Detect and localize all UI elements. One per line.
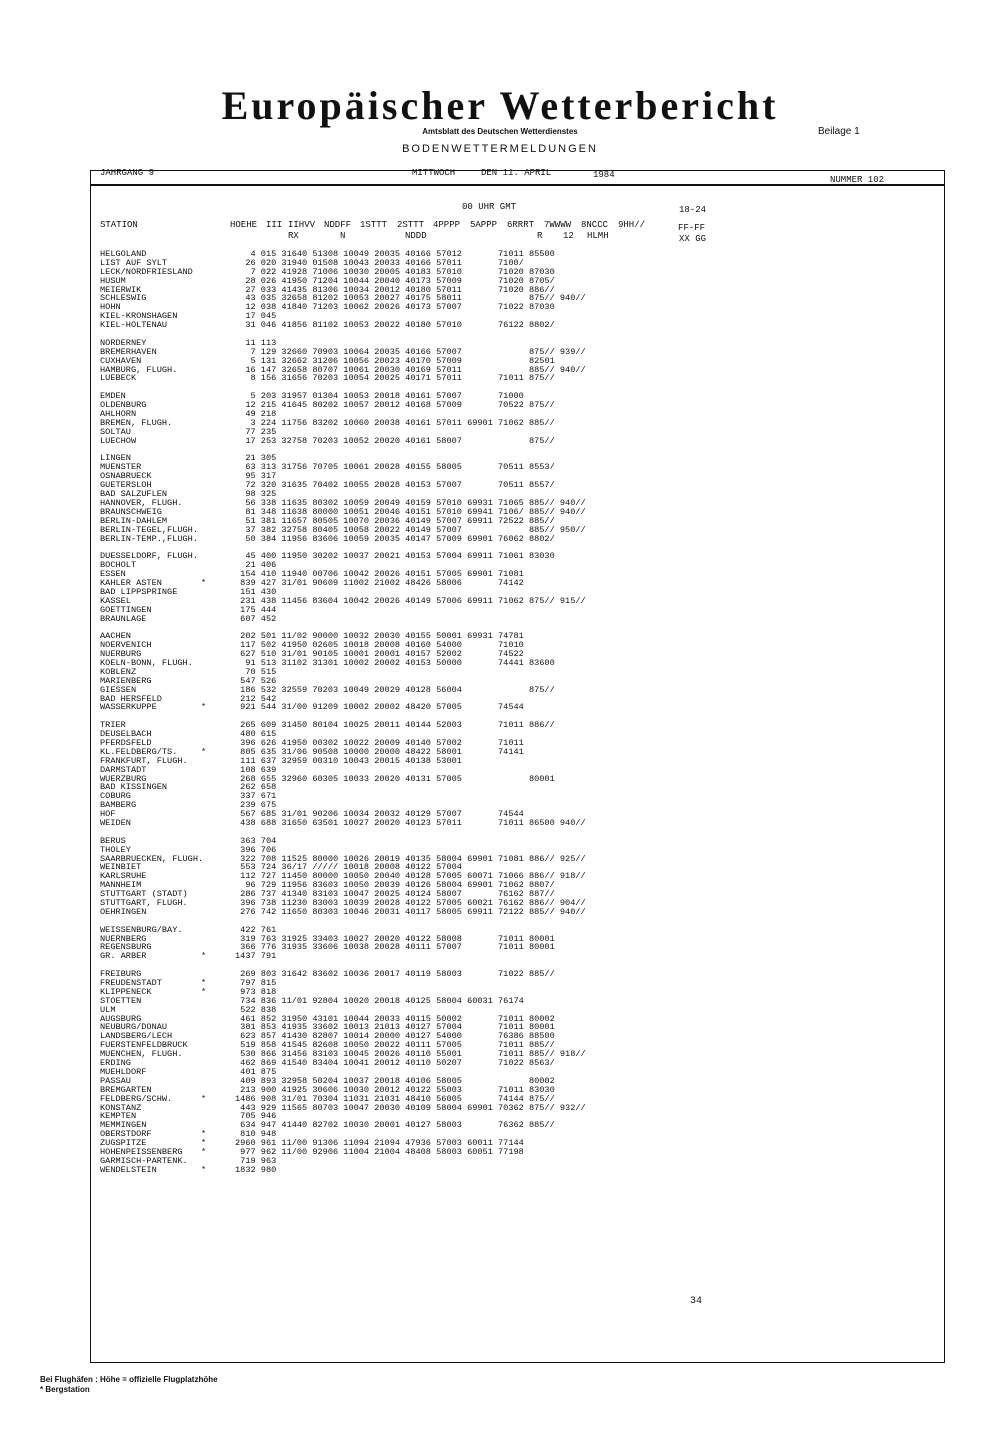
station-name: HAMBURG, FLUGH. <box>100 364 178 375</box>
station-name: GIESSEN <box>100 684 137 695</box>
station-values: 337 671 <box>235 791 277 802</box>
station-name: HELGOLAND <box>100 249 147 259</box>
station-name: FELDBERG/SCHW. * <box>100 1095 172 1104</box>
station-values: 2960 961 11/00 91306 11094 21094 47936 57003 60011 77144 <box>235 1138 524 1149</box>
col-rx: RX <box>288 231 299 241</box>
date-label: DEN 11. APRIL <box>481 168 552 178</box>
station-name: LUECHOW <box>100 435 137 446</box>
station-name: KL.FELDBERG/TS. * <box>100 748 177 757</box>
station-values: 186 532 32559 70203 10049 20029 40128 56004 875// <box>235 684 555 695</box>
station-name: LIST AUF SYLT <box>100 257 168 268</box>
col-station: STATION <box>100 220 138 230</box>
station-name: GARMISCH-PARTENK. <box>100 1155 188 1166</box>
station-name: LANDSBERG/LECH <box>100 1031 173 1042</box>
station-name: STOETTEN <box>100 995 142 1006</box>
station-values: 3 224 11756 83202 10060 20038 40161 57011 69901 71062 885// <box>235 417 555 428</box>
station-values: 443 929 11565 80703 10047 20030 40109 58004 69901 70362 875// 932// <box>235 1102 586 1113</box>
station-name: GOETTINGEN <box>100 604 152 615</box>
report-subtitle: Amtsblatt des Deutschen Wetterdienstes <box>422 127 578 136</box>
group-spacer <box>100 917 700 926</box>
station-values: 50 384 11956 83606 10059 20035 40147 57009 69901 76062 8802/ <box>235 533 555 544</box>
station-values: 202 501 11/02 90000 10032 20030 40155 50001 69931 74781 <box>235 631 524 642</box>
station-values: 522 838 <box>235 1004 277 1015</box>
station-values: 12 038 41840 71203 10062 20026 40173 57007 71022 87030 <box>235 302 555 313</box>
station-name: MUEHLDORF <box>100 1066 147 1077</box>
station-name: HOF <box>100 809 116 820</box>
station-name: KEMPTEN <box>100 1111 137 1122</box>
table-row <box>100 703 700 712</box>
station-values: 91 513 31102 31301 10002 20002 40153 50000 74441 83600 <box>235 657 555 668</box>
station-values: 409 893 32958 50204 10037 20018 40106 58005 80002 <box>235 1075 555 1086</box>
station-values: 265 609 31450 80104 10025 20011 40144 52003 71011 886// <box>235 720 555 731</box>
table-row <box>100 659 700 668</box>
group-spacer <box>100 828 700 837</box>
col-nddff: NDDFF <box>324 220 352 230</box>
station-values: 231 438 11456 83604 10042 20026 40149 57006 69911 71062 875// 915// <box>235 595 586 606</box>
table-row <box>100 1157 700 1166</box>
station-name: NOERVENICH <box>100 640 152 651</box>
col-4pppp: 4PPPP <box>433 220 461 230</box>
station-values: 286 737 41340 83103 10047 20025 40124 58007 76162 887// <box>235 889 555 900</box>
station-name: KONSTANZ <box>100 1102 142 1113</box>
station-name: KOELN-BONN, FLUGH. <box>100 657 193 668</box>
station-name: WEINBIET <box>100 862 142 873</box>
table-row <box>100 970 700 979</box>
group-spacer <box>100 446 700 455</box>
station-values: 5 131 32662 31206 10056 20023 40170 57009 82501 <box>235 355 555 366</box>
station-values: 12 215 41645 80202 10057 20012 40168 57009 70522 875// <box>235 400 555 411</box>
header-rule <box>90 184 945 186</box>
station-name: WASSERKUPPE * <box>100 703 157 712</box>
footnote-mountain-station: * Bergstation <box>40 1385 90 1394</box>
station-values: 4 015 31640 51308 10049 20035 40166 57012 71011 85500 <box>235 249 555 259</box>
station-name: KOBLENZ <box>100 666 137 677</box>
station-name: NUERBURG <box>100 649 142 660</box>
station-values: 268 655 32960 60305 10033 20020 40131 57005 80001 <box>235 773 555 784</box>
station-name: SAARBRUECKEN, FLUGH. <box>100 853 204 864</box>
station-name: PASSAU <box>100 1075 131 1086</box>
station-name: SCHLESWIG <box>100 293 147 304</box>
station-name: MUENSTER <box>100 462 142 473</box>
station-name: KIEL-HOLTENAU <box>100 320 168 331</box>
station-name: ULM <box>100 1004 116 1015</box>
station-name: HOHENPEISSENBERG * <box>100 1148 183 1157</box>
group-spacer <box>100 330 700 339</box>
station-name: BAD LIPPSPRINGE <box>100 586 178 597</box>
table-row <box>100 579 700 588</box>
station-values: 51 381 11657 80505 10070 20036 40149 57007 69911 72522 885// <box>235 515 555 526</box>
station-values: 734 836 11/01 92804 10020 20018 40125 58004 60031 76174 <box>235 995 524 1006</box>
station-values: 108 639 <box>235 764 277 775</box>
station-values: 98 325 <box>235 489 277 500</box>
table-row <box>100 1121 700 1130</box>
station-values: 96 729 11956 83603 10050 20039 40126 58004 69901 71062 8807/ <box>235 880 555 891</box>
col-ff-ff: FF-FF <box>678 223 706 233</box>
supplement-label: Beilage 1 <box>818 126 860 137</box>
table-row <box>100 686 700 695</box>
station-name: TRIER <box>100 720 126 731</box>
table-row <box>100 1104 700 1113</box>
station-name: BOCHOLT <box>100 560 137 571</box>
table-row <box>100 979 700 988</box>
year-label: 1984 <box>593 170 615 180</box>
station-name: BREMERHAVEN <box>100 346 157 357</box>
station-values: 70 515 <box>235 666 277 677</box>
station-values: 63 313 31756 70705 10061 20028 40155 58005 70511 8553/ <box>235 462 555 473</box>
station-values: 17 045 <box>235 311 277 322</box>
col-1sttt: 1STTT <box>360 220 388 230</box>
station-name: KAHLER ASTEN * <box>100 579 162 588</box>
station-values: 634 947 41440 82702 10030 20001 40127 58003 76362 885// <box>235 1120 555 1131</box>
range-label: 18-24 <box>679 205 707 215</box>
station-name: WUERZBURG <box>100 773 147 784</box>
station-name: KASSEL <box>100 595 131 606</box>
time-label: 00 UHR GMT <box>462 202 517 212</box>
station-name: BERLIN-DAHLEM <box>100 515 168 526</box>
footnote-airports: Bei Flughäfen : Höhe = offizielle Flugplatzhöhe <box>40 1375 218 1384</box>
col-2sttt: 2STTT <box>397 220 425 230</box>
footnotes <box>40 1375 218 1395</box>
station-values: 37 382 32758 80405 10058 20022 40149 57007 885// 950// <box>235 524 586 535</box>
station-name: HUSUM <box>100 275 126 286</box>
table-row <box>100 721 700 730</box>
station-values: 396 626 41950 00302 10022 20009 40140 57002 71011 <box>235 737 524 748</box>
station-name: WENDELSTEIN * <box>100 1166 157 1175</box>
station-values: 175 444 <box>235 604 277 615</box>
station-values: 56 338 11635 80302 10059 20049 40159 57010 69931 71065 885// 940// <box>235 497 586 508</box>
station-name: FREUDENSTADT * <box>100 979 162 988</box>
station-name: AHLHORN <box>100 409 137 420</box>
col-hoehe: HOEHE <box>230 220 258 230</box>
station-values: 1437 791 <box>235 951 277 962</box>
station-values: 805 635 31/06 90508 10000 20000 48422 58001 74141 <box>235 746 524 757</box>
station-values: 623 857 41430 82807 10014 20000 40127 54000 76386 88500 <box>235 1031 555 1042</box>
station-values: 212 542 <box>235 693 277 704</box>
col-iihvv: IIHVV <box>288 220 316 230</box>
col-nddd: NDDD <box>405 231 427 241</box>
station-values: 21 406 <box>235 560 277 571</box>
station-name: BRAUNLAGE <box>100 613 147 624</box>
station-name: BRAUNSCHWEIG <box>100 506 162 517</box>
col-12: 12 <box>563 231 574 241</box>
station-name: DEUSELBACH <box>100 729 152 740</box>
station-name: SOLTAU <box>100 426 131 437</box>
station-name: WEISSENBURG/BAY. <box>100 924 183 935</box>
table-row <box>100 997 700 1006</box>
col-iii: III <box>266 220 283 230</box>
station-values: 45 400 11950 30202 10037 20021 40153 57004 69911 71061 83030 <box>235 551 555 562</box>
station-values: 8 156 31656 70203 10054 20025 40171 57011 71011 875// <box>235 373 555 384</box>
station-values: 1486 908 31/01 70304 11031 21031 48410 56005 74144 875// <box>235 1093 555 1104</box>
station-values: 396 738 11230 83003 10039 20028 40122 57005 60021 76162 886// 904// <box>235 898 586 909</box>
station-values: 381 853 41935 33602 10013 21013 40127 57004 71011 80001 <box>235 1022 555 1033</box>
table-row <box>100 615 700 624</box>
station-values: 239 675 <box>235 800 277 811</box>
table-row <box>100 321 700 330</box>
table-row <box>100 419 700 428</box>
station-values: 21 305 <box>235 453 277 464</box>
station-values: 5 203 31957 01304 10053 20018 40161 57007 71000 <box>235 391 524 402</box>
table-row <box>100 401 700 410</box>
station-values: 111 637 32959 00310 10043 20015 40138 53001 <box>235 755 462 766</box>
table-row <box>100 952 700 961</box>
table-row <box>100 535 700 544</box>
station-name: AUGSBURG <box>100 1013 142 1024</box>
station-name: DARMSTADT <box>100 764 147 775</box>
station-values: 11 113 <box>235 337 277 348</box>
station-values: 49 218 <box>235 409 277 420</box>
col-9hh: 9HH// <box>618 220 646 230</box>
station-name: COBURG <box>100 791 131 802</box>
station-values: 396 706 <box>235 844 277 855</box>
station-values: 567 685 31/01 90206 10034 20032 40129 57007 74544 <box>235 809 524 820</box>
table-row <box>100 908 700 917</box>
station-values: 553 724 36/17 ///// 10018 20008 40122 57004 <box>235 862 462 873</box>
station-name: KLIPPENECK * <box>100 988 152 997</box>
table-row <box>100 943 700 952</box>
station-name: CUXHAVEN <box>100 355 142 366</box>
page-number: 34 <box>690 1296 703 1307</box>
weekday-label: MITTWOCH <box>412 168 456 178</box>
station-name: BREMEN, FLUGH. <box>100 417 173 428</box>
col-xx-gg: XX GG <box>679 234 707 244</box>
station-values: 607 452 <box>235 613 277 624</box>
station-values: 839 427 31/01 90609 11002 21002 48426 58006 74142 <box>235 577 524 588</box>
col-5appp: 5APPP <box>470 220 498 230</box>
station-name: BERLIN-TEGEL,FLUGH. <box>100 524 198 535</box>
col-7wwww: 7WWWW <box>544 220 572 230</box>
station-values: 112 727 11450 80000 10050 20040 40128 57005 60071 71066 886// 918// <box>235 871 586 882</box>
station-name: THOLEY <box>100 844 131 855</box>
station-values: 1832 980 <box>235 1164 277 1175</box>
table-row <box>100 837 700 846</box>
station-values: 438 688 31650 63501 10027 20020 40123 57011 71011 86500 940// <box>235 818 586 828</box>
station-name: BAD KISSINGEN <box>100 782 168 793</box>
station-name: AACHEN <box>100 631 131 642</box>
station-values: 810 948 <box>235 1129 277 1140</box>
station-values: 921 544 31/00 91209 10002 20002 48420 57005 74544 <box>235 702 524 713</box>
station-values: 366 776 31935 33606 10038 20028 40111 57007 71011 80001 <box>235 942 555 953</box>
table-row <box>100 374 700 383</box>
station-name: OBERSTDORF * <box>100 1130 152 1139</box>
station-values: 319 763 31925 33403 10027 20020 40122 58008 71011 80001 <box>235 933 555 944</box>
station-name: MUENCHEN, FLUGH. <box>100 1049 183 1060</box>
station-values: 43 035 32658 81202 10053 20027 40175 58011 875// 940// <box>235 293 586 304</box>
station-name: OSNABRUECK <box>100 471 152 482</box>
table-row <box>100 757 700 766</box>
station-values: 28 026 41950 71204 10044 20040 40173 57009 71020 8705/ <box>235 275 555 286</box>
station-name: MANNHEIM <box>100 880 142 891</box>
station-name: MEMMINGEN <box>100 1120 147 1131</box>
table-row <box>100 819 700 828</box>
station-name: NEUBURG/DONAU <box>100 1022 168 1033</box>
station-values: 72 320 31635 70402 10055 20028 40153 57007 70511 8557/ <box>235 480 555 491</box>
station-values: 17 253 32758 70203 10052 20020 40161 58007 875// <box>235 435 555 446</box>
station-name: BREMGARTEN <box>100 1084 152 1095</box>
col-r: R <box>537 231 543 241</box>
station-values: 461 852 31950 43101 10044 20033 40115 50002 71011 80002 <box>235 1013 555 1024</box>
station-values: 27 033 41435 81306 10034 20012 40180 57011 71020 886// <box>235 284 555 295</box>
station-values: 262 658 <box>235 782 277 793</box>
station-name: FUERSTENFELDBRUCK <box>100 1040 188 1051</box>
table-row <box>100 552 700 561</box>
station-name: FREIBURG <box>100 969 142 980</box>
station-values: 973 818 <box>235 986 277 997</box>
station-values: 151 430 <box>235 586 277 597</box>
station-name: EMDEN <box>100 391 126 402</box>
table-row <box>100 437 700 446</box>
station-name: BAMBERG <box>100 800 137 811</box>
station-name: HOHN <box>100 302 121 313</box>
station-values: 547 526 <box>235 675 277 686</box>
station-name: MEIERWIK <box>100 284 142 295</box>
station-name: FRANKFURT, FLUGH. <box>100 755 188 766</box>
station-name: KIEL-KRONSHAGEN <box>100 311 178 322</box>
station-name: REGENSBURG <box>100 942 152 953</box>
station-name: NORDERNEY <box>100 337 147 348</box>
col-n: N <box>340 231 346 241</box>
station-values: 480 615 <box>235 729 277 740</box>
station-name: STUTTGART (STADT) <box>100 889 188 900</box>
station-name: LUEBECK <box>100 373 137 384</box>
station-values: 95 317 <box>235 471 277 482</box>
table-row <box>100 463 700 472</box>
station-name: WEIDEN <box>100 818 131 828</box>
station-values: 16 147 32658 80707 10061 20030 40169 57011 885// 940// <box>235 364 586 375</box>
col-6rrrt: 6RRRT <box>507 220 535 230</box>
station-name: ZUGSPITZE * <box>100 1139 146 1148</box>
station-values: 797 815 <box>235 978 277 989</box>
station-values: 363 704 <box>235 835 277 846</box>
table-row <box>100 1166 700 1175</box>
station-name: ERDING <box>100 1058 131 1069</box>
station-values: 26 020 31940 01508 10043 20033 40166 57011 7100/ <box>235 257 524 268</box>
station-values: 977 962 11/00 92906 11004 21004 48408 58003 60051 77198 <box>235 1146 524 1157</box>
station-name: BERUS <box>100 835 126 846</box>
station-values: 705 946 <box>235 1111 277 1122</box>
station-values: 31 046 41856 81102 10053 20022 40180 57010 76122 8802/ <box>235 320 555 331</box>
issue-number: NUMMER 102 <box>830 175 885 185</box>
station-values: 213 900 41925 30606 10030 20012 40122 55003 71011 83030 <box>235 1084 555 1095</box>
station-table <box>100 250 700 1175</box>
table-row <box>100 783 700 792</box>
station-values: 627 510 31/01 90105 10001 20001 40157 52002 74522 <box>235 649 524 660</box>
table-row <box>100 792 700 801</box>
station-values: 77 235 <box>235 426 277 437</box>
station-values: 81 348 11638 80000 10051 20046 40151 57010 69941 7106/ 885// 940// <box>235 506 586 517</box>
station-name: PFERDSFELD <box>100 737 152 748</box>
table-row <box>100 1148 700 1157</box>
table-row <box>100 303 700 312</box>
section-title: BODENWETTERMELDUNGEN <box>402 143 598 155</box>
table-row <box>100 606 700 615</box>
station-name: OLDENBURG <box>100 400 147 411</box>
station-name: NUERNBERG <box>100 933 147 944</box>
station-values: 276 742 11650 80303 10046 20031 40117 58005 69911 72122 885// 940// <box>235 906 586 917</box>
table-row <box>100 775 700 784</box>
station-values: 7 129 32660 70903 10064 20035 40166 57007 875// 939// <box>235 346 586 357</box>
station-name: BERLIN-TEMP.,FLUGH. <box>100 533 198 544</box>
table-row <box>100 597 700 606</box>
station-name: DUESSELDORF, FLUGH. <box>100 551 198 562</box>
station-values: 269 803 31642 83602 10036 20017 40119 58003 71022 885// <box>235 969 555 980</box>
station-name: ESSEN <box>100 569 126 580</box>
table-row <box>100 481 700 490</box>
station-name: BAD HERSFELD <box>100 693 162 704</box>
volume-label: JAHRGANG 9 <box>100 168 155 178</box>
station-values: 519 858 41545 82608 10050 20022 40111 57005 71011 885// <box>235 1040 555 1051</box>
station-values: 117 502 41950 02605 10018 20008 40160 54000 71010 <box>235 640 524 651</box>
col-hlmh: HLMH <box>587 231 609 241</box>
station-name: LINGEN <box>100 453 131 464</box>
station-values: 322 708 11525 80000 10026 20019 40135 58004 69901 71081 886// 925// <box>235 853 586 864</box>
table-row <box>100 1059 700 1068</box>
station-values: 154 410 11940 00706 10042 20026 40151 57005 69901 71081 <box>235 569 524 580</box>
station-name: GR. ARBER * <box>100 952 146 961</box>
station-name: HANNOVER, FLUGH. <box>100 497 183 508</box>
station-name: MARIENBERG <box>100 675 152 686</box>
station-name: BAD SALZUFLEN <box>100 489 168 500</box>
table-row <box>100 668 700 677</box>
station-name: LECK/NORDFRIESLAND <box>100 266 193 277</box>
station-values: 719 963 <box>235 1155 277 1166</box>
station-values: 462 869 41540 83404 10041 20012 40110 50207 71022 8563/ <box>235 1058 555 1069</box>
station-values: 7 022 41928 71006 10030 20005 40183 57010 71020 87030 <box>235 266 555 277</box>
station-name: OEHRINGEN <box>100 906 147 917</box>
report-title: Europäischer Wetterbericht <box>221 83 779 128</box>
station-values: 422 761 <box>235 924 277 935</box>
col-8nccc: 8NCCC <box>581 220 609 230</box>
station-name: STUTTGART, FLUGH. <box>100 898 188 909</box>
station-values: 401 875 <box>235 1066 277 1077</box>
station-name: GUETERSLOH <box>100 480 152 491</box>
station-values: 530 866 31456 83103 10045 20026 40110 55001 71011 885// 918// <box>235 1049 586 1060</box>
station-name: KARLSRUHE <box>100 871 147 882</box>
